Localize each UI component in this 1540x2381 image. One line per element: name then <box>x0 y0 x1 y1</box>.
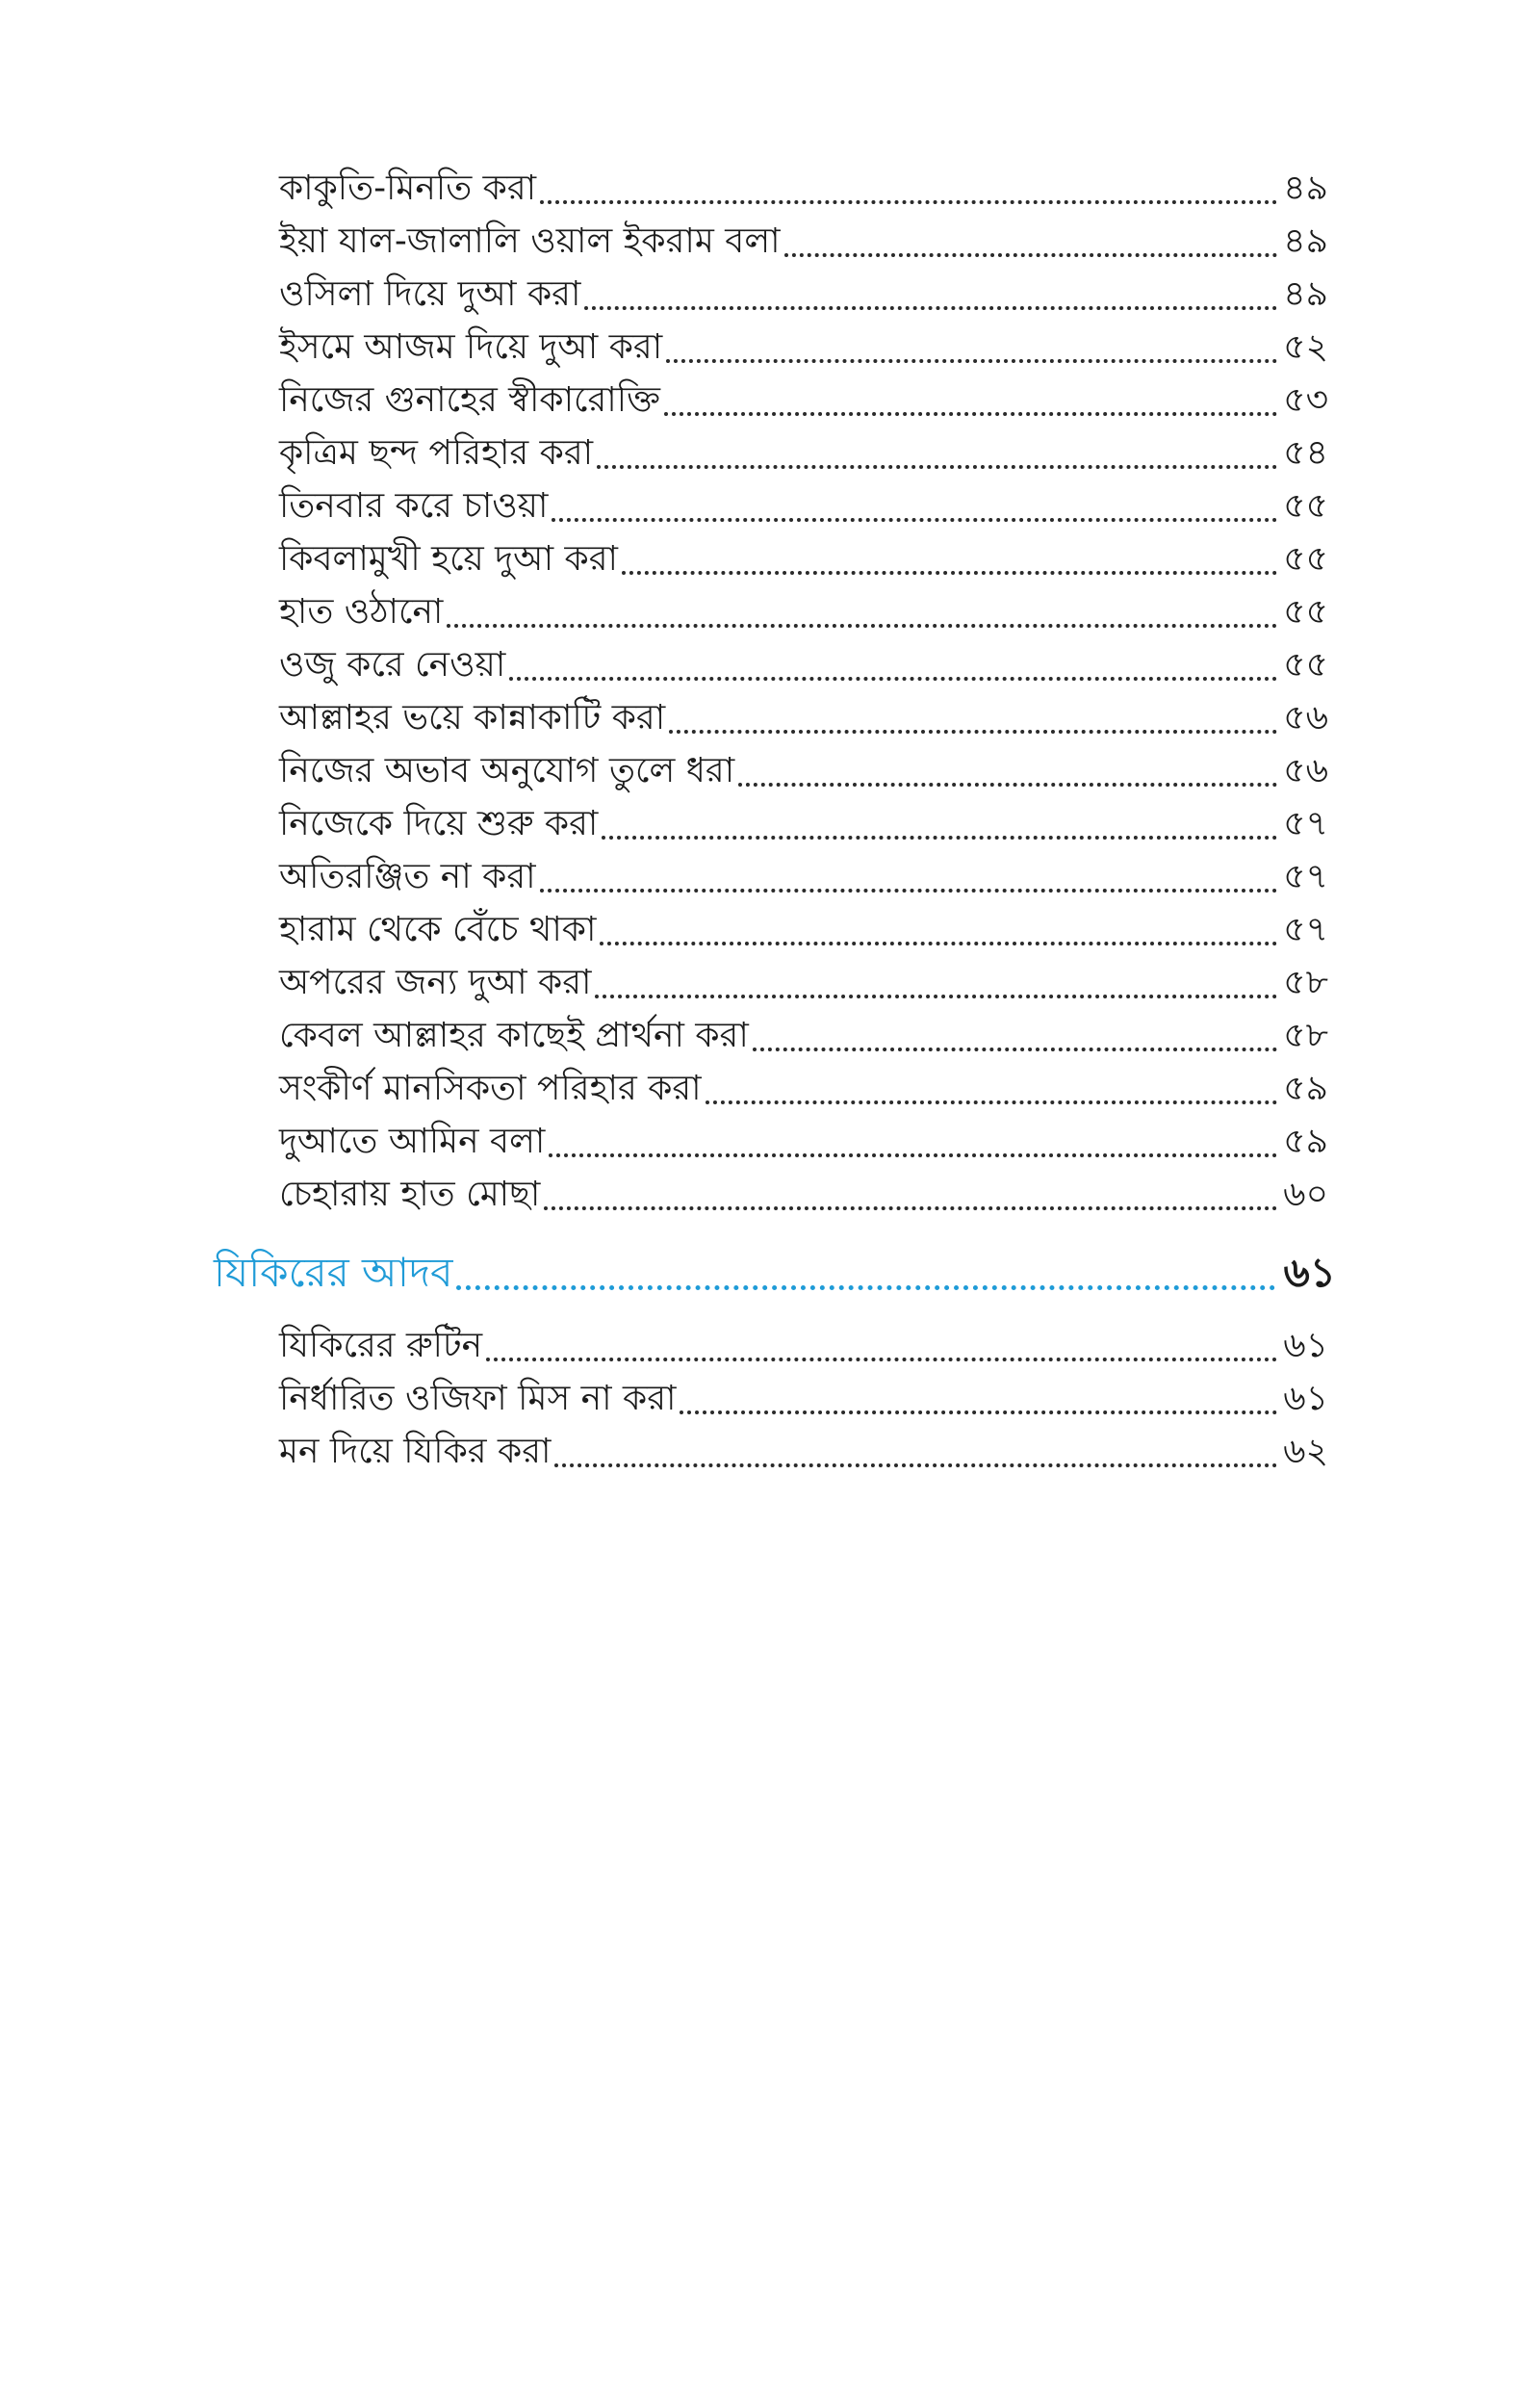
dot-leader <box>544 1206 1277 1210</box>
toc-entry-label: নিজের গুনাহের স্বীকারোক্তি <box>279 380 660 420</box>
toc-entry-label: যিকিরের রুটিন <box>279 1326 483 1365</box>
dot-leader <box>540 889 1278 893</box>
toc-page-number: ৫৬ <box>1283 698 1328 738</box>
toc-page-number: ৫৭ <box>1283 804 1328 843</box>
toc-entry[interactable] <box>279 162 1328 216</box>
toc-entry[interactable] <box>279 1168 1328 1222</box>
dot-leader <box>595 995 1277 998</box>
dot-leader <box>584 306 1277 310</box>
toc-page-number: ৪৯ <box>1283 168 1328 208</box>
toc-page-number: ৫৫ <box>1283 592 1328 632</box>
dot-leader <box>486 1358 1277 1361</box>
toc-entry-label: কাকুতি-মিনতি করা <box>279 168 537 208</box>
toc-entry[interactable] <box>279 1425 1328 1479</box>
dot-leader <box>706 1100 1278 1104</box>
toc-entry-label: চেহারায় হাত মোছা <box>279 1175 541 1214</box>
toc-page-number: ৫২ <box>1283 327 1328 367</box>
dot-leader <box>540 200 1277 204</box>
toc-page-number: ৫৫ <box>1283 486 1328 526</box>
toc-entry-label: ইয়া যাল-জালালি ওয়াল ইকরাম বলা <box>279 221 781 261</box>
toc-entry-label: অতিরঞ্জিত না করা <box>279 857 536 896</box>
toc-entry[interactable] <box>279 638 1328 692</box>
toc-page-number: ৬১ <box>1283 1379 1328 1418</box>
toc-entry-label: নির্ধারিত ওজিফা মিস না করা <box>279 1379 677 1418</box>
dot-leader <box>666 359 1277 363</box>
toc-entry-label: অপরের জন্য দুআ করা <box>279 963 592 1002</box>
toc-page-number: ৫৮ <box>1283 963 1328 1002</box>
toc-entry[interactable] <box>279 215 1328 269</box>
toc-page-number: ৫৩ <box>1283 380 1328 420</box>
toc-page-number: ৬১ <box>1283 1326 1328 1365</box>
dot-leader <box>600 942 1277 945</box>
toc-entry[interactable] <box>279 1009 1328 1063</box>
dot-leader <box>664 412 1277 416</box>
dot-leader <box>622 571 1277 575</box>
toc-entry[interactable] <box>279 585 1328 639</box>
toc-entry[interactable] <box>279 850 1328 904</box>
toc-section-heading[interactable] <box>214 1242 1336 1304</box>
toc-page-number: ৫৫ <box>1283 539 1328 579</box>
toc-entry-label: আল্লাহর ভয়ে কান্নাকাটি করা <box>279 698 666 738</box>
toc-entry[interactable] <box>279 1062 1328 1116</box>
toc-entry-label: ইসমে আজম দিয়ে দুআ করা <box>279 327 663 367</box>
toc-page-number: ৫৭ <box>1283 857 1328 896</box>
toc-entry-label: কিবলামুখী হয়ে দুআ করা <box>279 539 618 579</box>
toc-entry[interactable] <box>279 691 1328 745</box>
toc-page-number: ৫৬ <box>1283 751 1328 790</box>
toc-entry[interactable] <box>279 427 1328 480</box>
dot-leader <box>753 1048 1277 1051</box>
toc-entry[interactable] <box>279 956 1328 1010</box>
toc-page-number: ৫৭ <box>1283 910 1328 949</box>
dot-leader <box>456 1285 1275 1290</box>
toc-entry-label: মন দিয়ে যিকির করা <box>279 1432 552 1471</box>
toc-entry-label: কেবল আল্লাহর কাছেই প্রার্থনা করা <box>279 1016 749 1055</box>
toc-entry[interactable] <box>279 903 1328 957</box>
toc-entry-label: কৃত্রিম ছন্দ পরিহার করা <box>279 433 594 473</box>
toc-entry[interactable] <box>279 744 1328 798</box>
toc-entry-label: তিনবার করে চাওয়া <box>279 486 549 526</box>
toc-entry[interactable] <box>279 1372 1328 1426</box>
toc-entry-label: নিজের অভাব অনুযোগ তুলে ধরা <box>279 751 735 790</box>
dot-leader <box>680 1410 1277 1414</box>
toc-entry[interactable] <box>279 797 1328 851</box>
dot-leader <box>602 836 1277 840</box>
toc-page-number: ৫৫ <box>1283 645 1328 685</box>
toc-entry[interactable] <box>279 321 1328 375</box>
toc-page-number: ৪৯ <box>1283 221 1328 261</box>
toc-entry[interactable] <box>279 374 1328 427</box>
toc-entry-label: হাত ওঠানো <box>279 592 444 632</box>
toc-entry[interactable] <box>279 532 1328 586</box>
toc-page-number: ৫৮ <box>1283 1016 1328 1055</box>
toc-entry[interactable] <box>279 1319 1328 1373</box>
toc-entry-label: ওসিলা দিয়ে দুআ করা <box>279 274 581 314</box>
dot-leader <box>597 465 1277 469</box>
dot-leader <box>509 677 1277 681</box>
dot-leader <box>552 518 1277 522</box>
toc-entry-label: নিজেকে দিয়ে শুরু করা <box>279 804 599 843</box>
toc-entry-label: হারাম থেকে বেঁচে থাকা <box>279 910 597 949</box>
toc-page-number: ৬২ <box>1283 1432 1328 1471</box>
section-heading-label: যিকিরের আদব <box>214 1249 453 1296</box>
toc-page-number: ৫৯ <box>1283 1122 1328 1161</box>
toc-entry[interactable] <box>279 479 1328 533</box>
toc-entry[interactable] <box>279 1115 1328 1169</box>
dot-leader <box>447 624 1277 628</box>
toc-page-number: ৫৪ <box>1283 433 1328 473</box>
toc-entry-label: ওজু করে নেওয়া <box>279 645 506 685</box>
toc-entry-label: দুআতে আমিন বলা <box>279 1122 546 1161</box>
dot-leader <box>549 1153 1277 1157</box>
dot-leader <box>738 783 1277 787</box>
dot-leader <box>669 730 1277 734</box>
dot-leader <box>554 1463 1277 1467</box>
toc-page-number: ৫৯ <box>1283 1069 1328 1108</box>
toc-page-number: ৬০ <box>1283 1175 1328 1214</box>
toc-entry-label: সংকীর্ণ মানসিকতা পরিহার করা <box>279 1069 702 1108</box>
toc-entry[interactable] <box>279 268 1328 322</box>
dot-leader <box>784 253 1278 257</box>
section-page-number: ৬১ <box>1283 1249 1336 1296</box>
toc-page-number: ৪৯ <box>1283 274 1328 314</box>
